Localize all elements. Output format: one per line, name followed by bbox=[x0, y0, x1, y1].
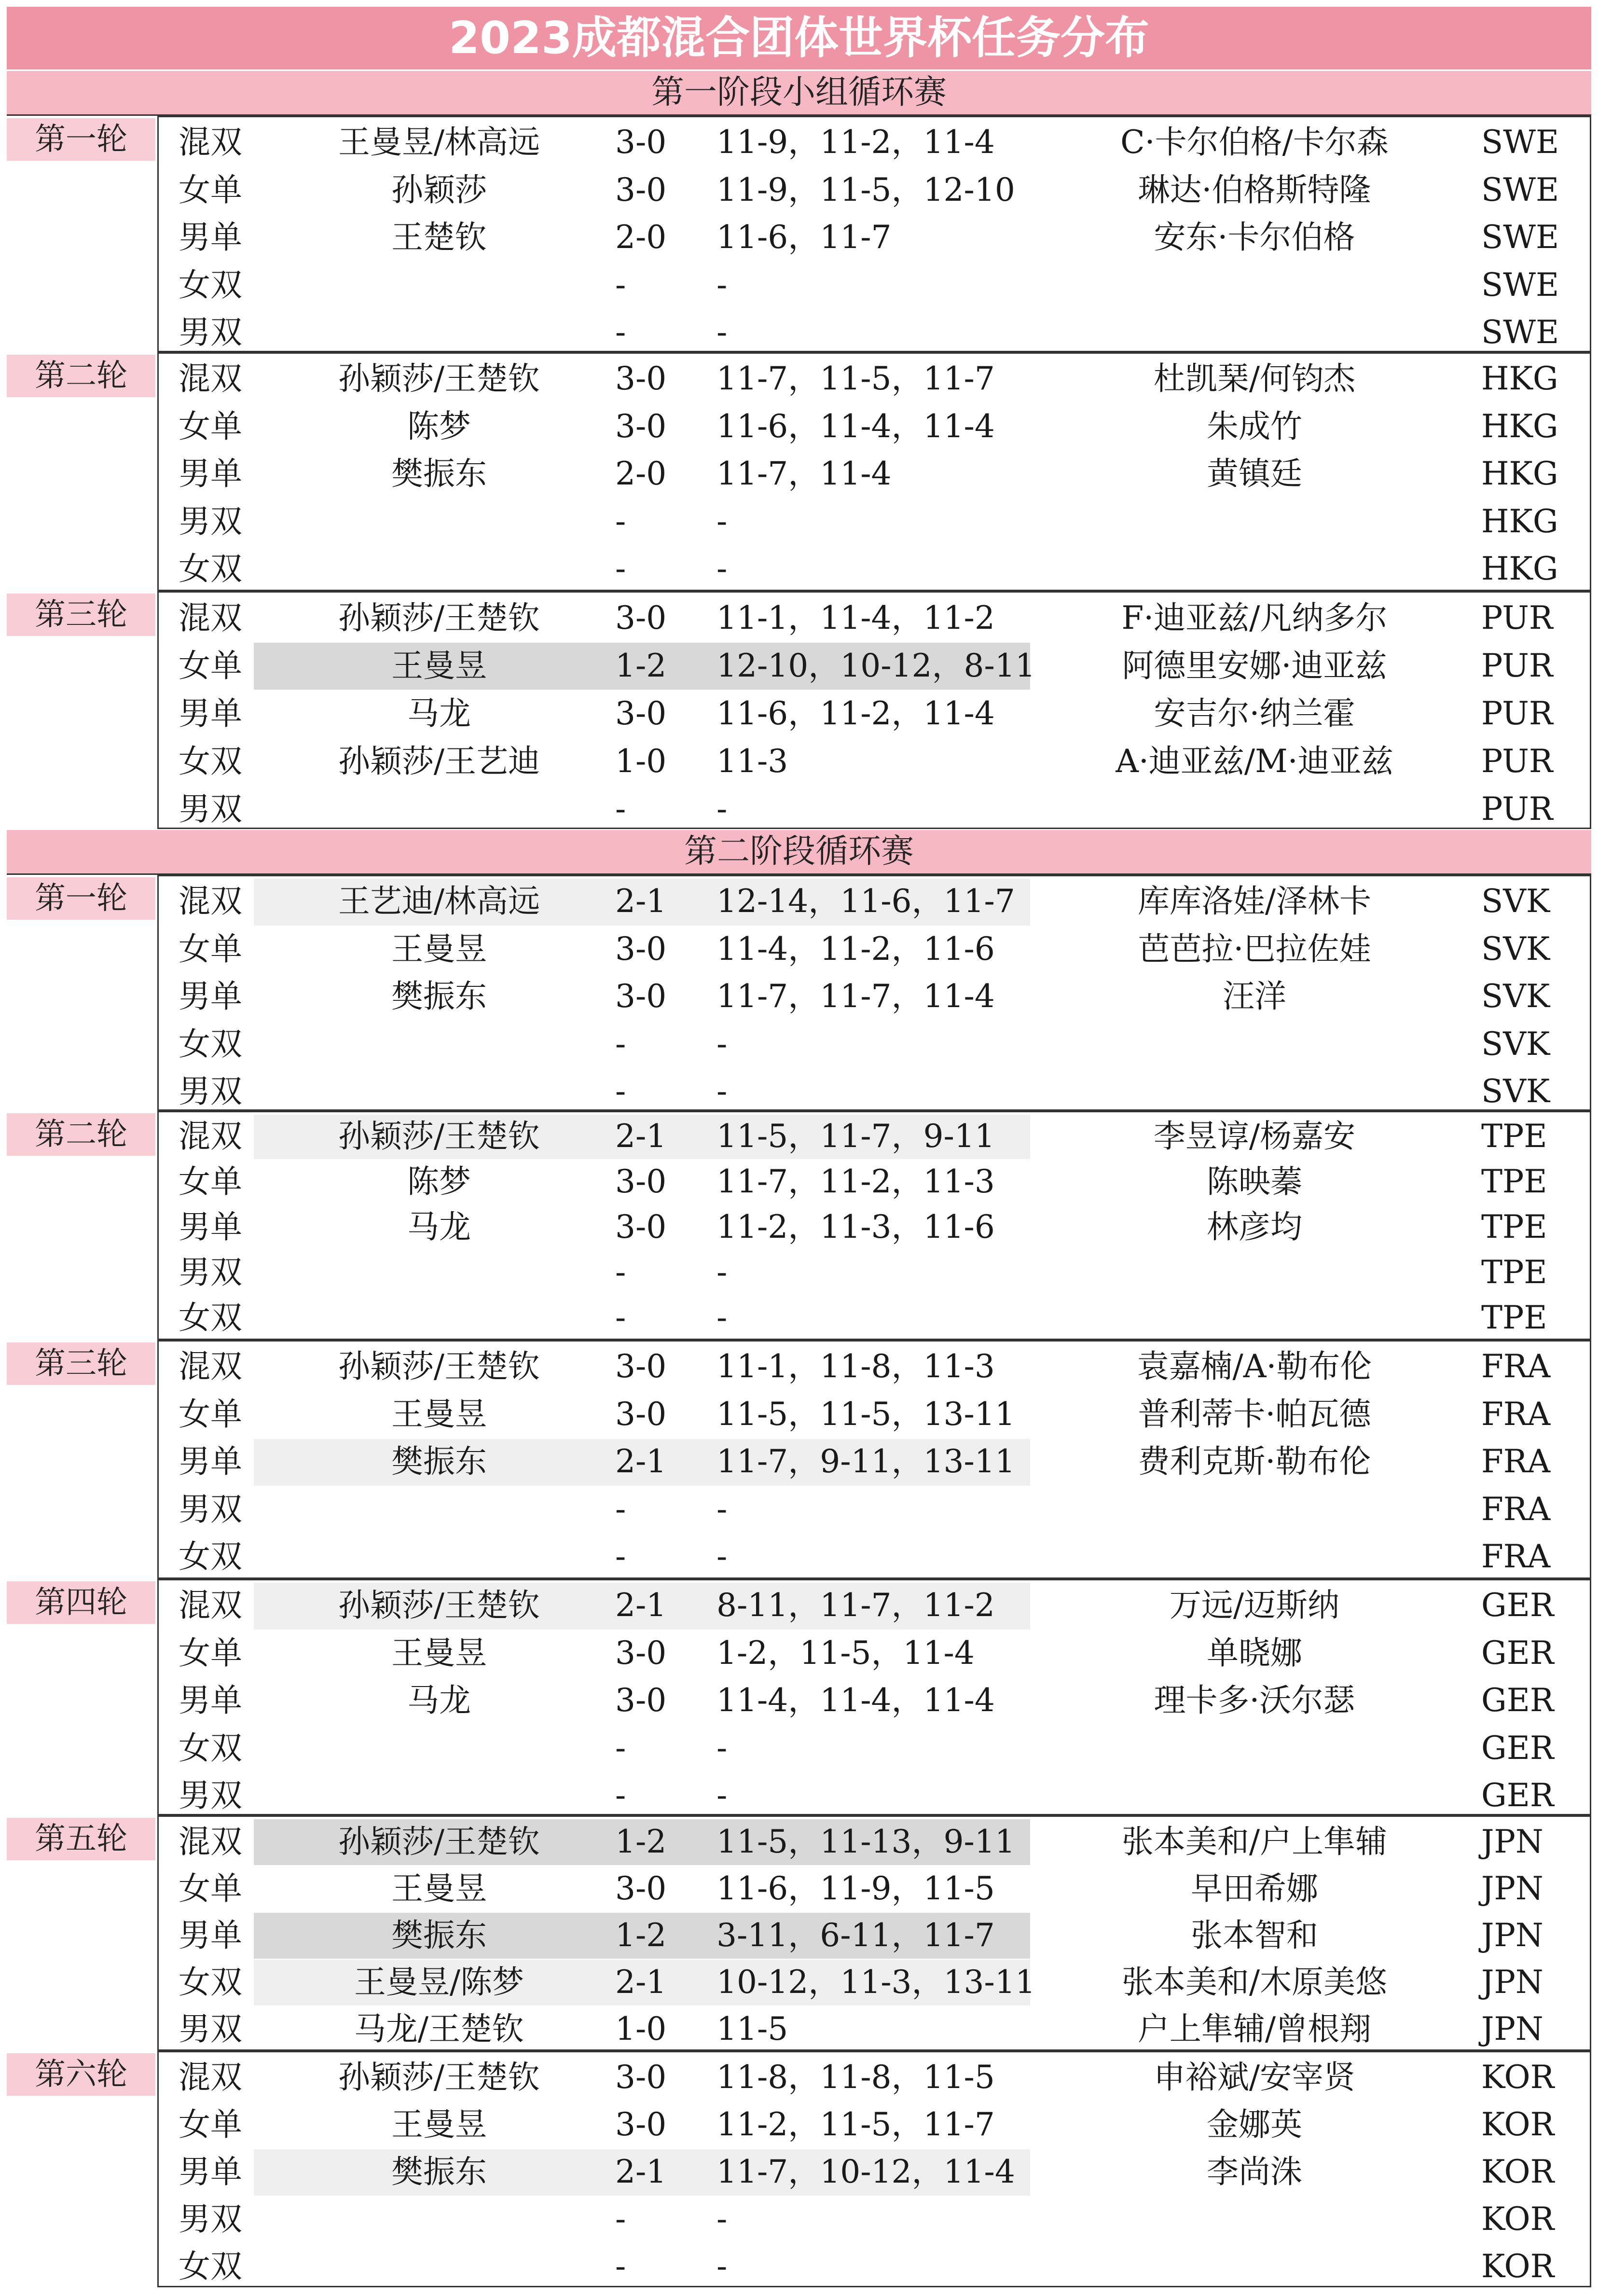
event-cell: 混双 bbox=[179, 1587, 242, 1624]
score-cell: 1-0 bbox=[615, 743, 667, 780]
games-cell: - bbox=[716, 790, 728, 828]
opponent-cell: 张本智和 bbox=[1191, 1917, 1318, 1954]
opponent-cell: 杜凯琹/何钧杰 bbox=[1153, 360, 1356, 397]
player-cell bbox=[256, 1772, 622, 1820]
score-cell: - bbox=[615, 2200, 626, 2238]
games-cell: 11-7，11-2，11-3 bbox=[716, 1163, 995, 1200]
opponent-cell bbox=[1057, 1068, 1452, 1116]
opponent-cell bbox=[1057, 2196, 1452, 2243]
player-cell: 王艺迪/林高远 bbox=[338, 883, 540, 920]
event-cell: 男双 bbox=[179, 1490, 242, 1528]
opponent-cell: 安吉尔·纳兰霍 bbox=[1154, 695, 1355, 732]
country-code-cell: HKG bbox=[1481, 455, 1558, 492]
opponent-cell: 费利克斯·勒布伦 bbox=[1138, 1443, 1371, 1480]
opponent-cell: 安东·卡尔伯格 bbox=[1154, 219, 1355, 256]
country-code-cell: HKG bbox=[1481, 550, 1558, 587]
score-cell: 3-0 bbox=[615, 2059, 667, 2096]
player-cell: 王曼昱 bbox=[391, 647, 487, 684]
player-cell bbox=[256, 2243, 622, 2290]
player-cell: 孙颖莎/王楚钦 bbox=[338, 1118, 540, 1155]
score-cell: - bbox=[615, 1025, 626, 1063]
round-label: 第二轮 bbox=[7, 1113, 155, 1156]
event-cell: 男单 bbox=[179, 1208, 242, 1245]
score-cell: - bbox=[615, 314, 626, 351]
country-code-cell: SVK bbox=[1481, 978, 1550, 1015]
player-cell: 王曼昱 bbox=[391, 1395, 487, 1433]
country-code-cell: TPE bbox=[1481, 1299, 1547, 1336]
country-code-cell: FRA bbox=[1481, 1395, 1551, 1433]
opponent-cell bbox=[1057, 1486, 1452, 1534]
round-label: 第一轮 bbox=[7, 877, 155, 920]
games-cell: 12-14，11-6，11-7 bbox=[716, 883, 1015, 920]
event-cell: 男双 bbox=[179, 2010, 242, 2047]
round-label: 第一轮 bbox=[7, 118, 155, 161]
player-cell: 王曼昱/林高远 bbox=[338, 124, 540, 161]
round-divider bbox=[157, 1111, 1591, 1112]
games-cell: 11-2，11-3，11-6 bbox=[716, 1208, 995, 1245]
player-cell: 王曼昱 bbox=[391, 1870, 487, 1907]
event-cell: 混双 bbox=[179, 1348, 242, 1385]
player-cell: 樊振东 bbox=[391, 455, 487, 492]
country-code-cell: SVK bbox=[1481, 1025, 1550, 1063]
player-cell bbox=[256, 545, 622, 593]
games-cell: - bbox=[716, 502, 728, 540]
score-cell: - bbox=[615, 266, 626, 304]
score-cell: 3-0 bbox=[615, 978, 667, 1015]
event-cell: 女单 bbox=[179, 930, 242, 968]
games-cell: - bbox=[716, 1025, 728, 1063]
games-cell: 11-5 bbox=[716, 2010, 788, 2047]
stage-header: 第二阶段循环赛 bbox=[7, 830, 1591, 873]
country-code-cell: SWE bbox=[1481, 219, 1559, 256]
round-divider bbox=[157, 1579, 1591, 1580]
event-cell: 女单 bbox=[179, 647, 242, 684]
games-cell: - bbox=[716, 1073, 728, 1110]
country-code-cell: PUR bbox=[1481, 599, 1553, 636]
games-cell: 10-12，11-3，13-11 bbox=[716, 1964, 1035, 2001]
round-label: 第二轮 bbox=[7, 355, 155, 397]
country-code-cell: JPN bbox=[1481, 1964, 1543, 2001]
player-cell: 孙颖莎/王楚钦 bbox=[338, 1823, 540, 1860]
event-cell: 女单 bbox=[179, 171, 242, 208]
opponent-cell: 阿德里安娜·迪亚兹 bbox=[1122, 647, 1387, 684]
score-cell: - bbox=[615, 1538, 626, 1575]
opponent-cell bbox=[1057, 1295, 1452, 1341]
country-code-cell: KOR bbox=[1481, 2106, 1555, 2143]
page-title: 2023成都混合团体世界杯任务分布 bbox=[7, 7, 1591, 69]
event-cell: 男双 bbox=[179, 502, 242, 540]
score-cell: - bbox=[615, 1729, 626, 1767]
score-cell: 1-2 bbox=[615, 1917, 667, 1954]
event-cell: 男单 bbox=[179, 978, 242, 1015]
games-cell: 11-5，11-5，13-11 bbox=[716, 1395, 1015, 1433]
score-cell: - bbox=[615, 502, 626, 540]
opponent-cell: 陈映蓁 bbox=[1207, 1163, 1302, 1200]
country-code-cell: GER bbox=[1481, 1729, 1554, 1767]
event-cell: 男单 bbox=[179, 1443, 242, 1480]
event-cell: 男双 bbox=[179, 1073, 242, 1110]
player-cell: 孙颖莎/王楚钦 bbox=[338, 2059, 540, 2096]
score-cell: 2-1 bbox=[615, 1587, 667, 1624]
score-cell: 2-1 bbox=[615, 1118, 667, 1155]
round-label: 第四轮 bbox=[7, 1581, 155, 1624]
games-cell: - bbox=[716, 550, 728, 587]
round-divider bbox=[157, 2051, 1591, 2052]
event-cell: 混双 bbox=[179, 2059, 242, 2096]
country-code-cell: SWE bbox=[1481, 266, 1559, 304]
event-cell: 女单 bbox=[179, 1634, 242, 1672]
event-cell: 女双 bbox=[179, 1964, 242, 2001]
games-cell: 11-7，11-7，11-4 bbox=[716, 978, 995, 1015]
country-code-cell: JPN bbox=[1481, 1917, 1543, 1954]
country-code-cell: TPE bbox=[1481, 1118, 1547, 1155]
round-label: 第三轮 bbox=[7, 594, 155, 636]
country-code-cell: GER bbox=[1481, 1682, 1554, 1719]
player-cell bbox=[256, 309, 622, 357]
player-cell bbox=[256, 498, 622, 546]
score-cell: - bbox=[615, 2248, 626, 2285]
round-label: 第六轮 bbox=[7, 2053, 155, 2096]
score-cell: - bbox=[615, 1073, 626, 1110]
country-code-cell: HKG bbox=[1481, 407, 1558, 445]
score-cell: 3-0 bbox=[615, 1682, 667, 1719]
games-cell: - bbox=[716, 1777, 728, 1814]
country-code-cell: HKG bbox=[1481, 360, 1558, 397]
player-cell: 王曼昱 bbox=[391, 930, 487, 968]
country-code-cell: HKG bbox=[1481, 502, 1558, 540]
country-code-cell: PUR bbox=[1481, 647, 1553, 684]
player-cell bbox=[256, 1486, 622, 1534]
player-cell: 孙颖莎 bbox=[391, 171, 487, 208]
opponent-cell: 单晓娜 bbox=[1207, 1634, 1302, 1672]
player-cell: 孙颖莎/王楚钦 bbox=[338, 360, 540, 397]
games-cell: 11-8，11-8，11-5 bbox=[716, 2059, 995, 2096]
country-code-cell: TPE bbox=[1481, 1163, 1547, 1200]
opponent-cell: 张本美和/户上隼辅 bbox=[1121, 1823, 1388, 1860]
country-code-cell: JPN bbox=[1481, 1870, 1543, 1907]
event-cell: 女双 bbox=[179, 1299, 242, 1336]
player-cell: 樊振东 bbox=[391, 1917, 487, 1954]
games-cell: 11-9，11-2，11-4 bbox=[716, 124, 995, 161]
score-cell: 3-0 bbox=[615, 695, 667, 732]
games-cell: 11-6，11-2，11-4 bbox=[716, 695, 995, 732]
round-divider bbox=[157, 352, 1591, 354]
event-cell: 混双 bbox=[179, 124, 242, 161]
event-cell: 男单 bbox=[179, 219, 242, 256]
country-code-cell: SVK bbox=[1481, 883, 1550, 920]
opponent-cell: 琳达·伯格斯特隆 bbox=[1138, 171, 1371, 208]
player-cell: 马龙/王楚钦 bbox=[354, 2010, 524, 2047]
player-cell: 樊振东 bbox=[391, 978, 487, 1015]
score-cell: - bbox=[615, 1254, 626, 1291]
opponent-cell bbox=[1057, 785, 1452, 833]
score-cell: 2-1 bbox=[615, 1964, 667, 2001]
event-cell: 混双 bbox=[179, 1823, 242, 1860]
opponent-cell: 早田希娜 bbox=[1191, 1870, 1318, 1907]
games-cell: - bbox=[716, 314, 728, 351]
games-cell: 11-6，11-4，11-4 bbox=[716, 407, 995, 445]
round-divider bbox=[157, 1815, 1591, 1817]
games-cell: 11-6，11-9，11-5 bbox=[716, 1870, 995, 1907]
event-cell: 男单 bbox=[179, 1917, 242, 1954]
games-cell: 11-5，11-7，9-11 bbox=[716, 1118, 995, 1155]
score-cell: - bbox=[615, 550, 626, 587]
games-cell: 8-11，11-7，11-2 bbox=[716, 1587, 995, 1624]
games-cell: 11-4，11-2，11-6 bbox=[716, 930, 995, 968]
event-cell: 女单 bbox=[179, 407, 242, 445]
player-cell bbox=[256, 785, 622, 833]
games-cell: 12-10，10-12，8-11 bbox=[716, 647, 1035, 684]
round-divider bbox=[157, 1340, 1591, 1342]
opponent-cell: F·迪亚兹/凡纳多尔 bbox=[1121, 599, 1388, 636]
score-cell: - bbox=[615, 1299, 626, 1336]
score-cell: 3-0 bbox=[615, 407, 667, 445]
games-cell: 11-7，10-12，11-4 bbox=[716, 2153, 1015, 2190]
event-cell: 男双 bbox=[179, 1254, 242, 1291]
games-cell: 3-11，6-11，11-7 bbox=[716, 1917, 995, 1954]
opponent-cell bbox=[1057, 1725, 1452, 1772]
event-cell: 女双 bbox=[179, 1538, 242, 1575]
event-cell: 女双 bbox=[179, 266, 242, 304]
opponent-cell bbox=[1057, 262, 1452, 309]
player-cell: 陈梦 bbox=[407, 1163, 471, 1200]
player-cell: 孙颖莎/王楚钦 bbox=[338, 1348, 540, 1385]
score-cell: 3-0 bbox=[615, 171, 667, 208]
event-cell: 女双 bbox=[179, 1729, 242, 1767]
opponent-cell bbox=[1057, 1533, 1452, 1581]
opponent-cell: 理卡多·沃尔瑟 bbox=[1154, 1682, 1355, 1719]
event-cell: 男双 bbox=[179, 314, 242, 351]
games-cell: 11-4，11-4，11-4 bbox=[716, 1682, 995, 1719]
score-cell: 3-0 bbox=[615, 1870, 667, 1907]
player-cell: 马龙 bbox=[407, 1682, 471, 1719]
event-cell: 男双 bbox=[179, 790, 242, 828]
opponent-cell: 袁嘉楠/A·勒布伦 bbox=[1137, 1348, 1372, 1385]
player-cell: 王曼昱 bbox=[391, 1634, 487, 1672]
opponent-cell: A·迪亚兹/M·迪亚兹 bbox=[1116, 743, 1393, 780]
opponent-cell bbox=[1057, 2243, 1452, 2290]
games-cell: 11-6，11-7 bbox=[716, 219, 892, 256]
event-cell: 男单 bbox=[179, 1682, 242, 1719]
games-cell: 1-2，11-5，11-4 bbox=[716, 1634, 975, 1672]
opponent-cell: 户上隼辅/曾根翔 bbox=[1137, 2010, 1372, 2047]
round-label: 第五轮 bbox=[7, 1818, 155, 1860]
opponent-cell bbox=[1057, 1021, 1452, 1068]
player-cell: 孙颖莎/王楚钦 bbox=[338, 1587, 540, 1624]
player-cell bbox=[256, 1725, 622, 1772]
country-code-cell: FRA bbox=[1481, 1490, 1551, 1528]
opponent-cell bbox=[1057, 1772, 1452, 1820]
score-cell: - bbox=[615, 790, 626, 828]
opponent-cell: 黄镇廷 bbox=[1207, 455, 1302, 492]
round-label: 第三轮 bbox=[7, 1342, 155, 1385]
country-code-cell: SVK bbox=[1481, 1073, 1550, 1110]
opponent-cell bbox=[1057, 498, 1452, 546]
player-cell: 王楚钦 bbox=[391, 219, 487, 256]
player-cell: 孙颖莎/王艺迪 bbox=[338, 743, 540, 780]
score-cell: 1-2 bbox=[615, 647, 667, 684]
opponent-cell: 林彦均 bbox=[1207, 1208, 1302, 1245]
country-code-cell: SWE bbox=[1481, 314, 1559, 351]
opponent-cell: 李尚洙 bbox=[1207, 2153, 1302, 2190]
score-cell: 3-0 bbox=[615, 2106, 667, 2143]
opponent-cell: 张本美和/木原美悠 bbox=[1121, 1964, 1388, 2001]
opponent-cell: 申裕斌/安宰贤 bbox=[1153, 2059, 1356, 2096]
opponent-cell: 芭芭拉·巴拉佐娃 bbox=[1138, 930, 1371, 968]
games-cell: - bbox=[716, 2248, 728, 2285]
event-cell: 女单 bbox=[179, 1395, 242, 1433]
country-code-cell: PUR bbox=[1481, 743, 1553, 780]
player-cell bbox=[256, 1021, 622, 1068]
country-code-cell: TPE bbox=[1481, 1208, 1547, 1245]
opponent-cell: 库库洛娃/泽林卡 bbox=[1137, 883, 1372, 920]
score-cell: 3-0 bbox=[615, 1348, 667, 1385]
player-cell: 樊振东 bbox=[391, 2153, 487, 2190]
round-divider bbox=[157, 591, 1591, 593]
score-cell: 3-0 bbox=[615, 1395, 667, 1433]
score-cell: 3-0 bbox=[615, 1163, 667, 1200]
country-code-cell: KOR bbox=[1481, 2059, 1555, 2096]
opponent-cell: 普利蒂卡·帕瓦德 bbox=[1138, 1395, 1371, 1433]
player-cell: 王曼昱 bbox=[391, 2106, 487, 2143]
event-cell: 女双 bbox=[179, 550, 242, 587]
score-cell: 2-1 bbox=[615, 2153, 667, 2190]
country-code-cell: JPN bbox=[1481, 2010, 1543, 2047]
event-cell: 女单 bbox=[179, 1163, 242, 1200]
player-cell: 樊振东 bbox=[391, 1443, 487, 1480]
event-cell: 混双 bbox=[179, 883, 242, 920]
event-cell: 女单 bbox=[179, 2106, 242, 2143]
country-code-cell: PUR bbox=[1481, 695, 1553, 732]
country-code-cell: SWE bbox=[1481, 171, 1559, 208]
games-cell: - bbox=[716, 1254, 728, 1291]
games-cell: 11-7，11-5，11-7 bbox=[716, 360, 995, 397]
games-cell: 11-5，11-13，9-11 bbox=[716, 1823, 1015, 1860]
country-code-cell: PUR bbox=[1481, 790, 1553, 828]
country-code-cell: SWE bbox=[1481, 124, 1559, 161]
event-cell: 女单 bbox=[179, 1870, 242, 1907]
score-cell: 2-0 bbox=[615, 455, 667, 492]
event-cell: 男双 bbox=[179, 1777, 242, 1814]
country-code-cell: FRA bbox=[1481, 1348, 1551, 1385]
country-code-cell: KOR bbox=[1481, 2248, 1555, 2285]
score-cell: 3-0 bbox=[615, 1634, 667, 1672]
player-cell bbox=[256, 1068, 622, 1116]
event-cell: 男单 bbox=[179, 695, 242, 732]
country-code-cell: FRA bbox=[1481, 1443, 1551, 1480]
event-cell: 男双 bbox=[179, 2200, 242, 2238]
score-cell: - bbox=[615, 1777, 626, 1814]
event-cell: 男单 bbox=[179, 2153, 242, 2190]
score-cell: 1-0 bbox=[615, 2010, 667, 2047]
games-cell: 11-2，11-5，11-7 bbox=[716, 2106, 995, 2143]
score-cell: 3-0 bbox=[615, 360, 667, 397]
country-code-cell: GER bbox=[1481, 1634, 1554, 1672]
player-cell bbox=[256, 2196, 622, 2243]
score-cell: 2-1 bbox=[615, 883, 667, 920]
games-cell: 11-7，9-11，13-11 bbox=[716, 1443, 1015, 1480]
event-cell: 混双 bbox=[179, 360, 242, 397]
event-cell: 女双 bbox=[179, 743, 242, 780]
player-cell: 马龙 bbox=[407, 1208, 471, 1245]
country-code-cell: SVK bbox=[1481, 930, 1550, 968]
opponent-cell: 朱成竹 bbox=[1207, 407, 1302, 445]
games-cell: - bbox=[716, 1538, 728, 1575]
country-code-cell: TPE bbox=[1481, 1254, 1547, 1291]
event-cell: 混双 bbox=[179, 599, 242, 636]
country-code-cell: JPN bbox=[1481, 1823, 1543, 1860]
opponent-cell: C·卡尔伯格/卡尔森 bbox=[1120, 124, 1389, 161]
country-code-cell: KOR bbox=[1481, 2200, 1555, 2238]
country-code-cell: GER bbox=[1481, 1777, 1554, 1814]
player-cell: 孙颖莎/王楚钦 bbox=[338, 599, 540, 636]
games-cell: 11-9，11-5，12-10 bbox=[716, 171, 1015, 208]
score-cell: 3-0 bbox=[615, 930, 667, 968]
opponent-cell: 李昱谆/杨嘉安 bbox=[1153, 1118, 1356, 1155]
games-cell: - bbox=[716, 1729, 728, 1767]
opponent-cell bbox=[1057, 309, 1452, 357]
event-cell: 女双 bbox=[179, 1025, 242, 1063]
score-cell: 3-0 bbox=[615, 599, 667, 636]
games-cell: - bbox=[716, 1299, 728, 1336]
player-cell: 王曼昱/陈梦 bbox=[354, 1964, 524, 2001]
score-cell: 3-0 bbox=[615, 124, 667, 161]
stage-header: 第一阶段小组循环赛 bbox=[7, 71, 1591, 114]
opponent-cell: 金娜英 bbox=[1207, 2106, 1302, 2143]
score-cell: - bbox=[615, 1490, 626, 1528]
opponent-cell bbox=[1057, 545, 1452, 593]
games-cell: 11-7，11-4 bbox=[716, 455, 892, 492]
country-code-cell: GER bbox=[1481, 1587, 1554, 1624]
event-cell: 男单 bbox=[179, 455, 242, 492]
country-code-cell: KOR bbox=[1481, 2153, 1555, 2190]
event-cell: 女双 bbox=[179, 2248, 242, 2285]
player-cell bbox=[256, 1533, 622, 1581]
games-cell: - bbox=[716, 1490, 728, 1528]
player-cell bbox=[256, 1250, 622, 1295]
player-cell: 陈梦 bbox=[407, 407, 471, 445]
country-code-cell: FRA bbox=[1481, 1538, 1551, 1575]
games-cell: 11-1，11-8，11-3 bbox=[716, 1348, 995, 1385]
score-cell: 3-0 bbox=[615, 1208, 667, 1245]
score-cell: 2-0 bbox=[615, 219, 667, 256]
opponent-cell: 万远/迈斯纳 bbox=[1169, 1587, 1340, 1624]
opponent-cell: 汪洋 bbox=[1223, 978, 1286, 1015]
games-cell: 11-3 bbox=[716, 743, 788, 780]
score-cell: 2-1 bbox=[615, 1443, 667, 1480]
player-cell: 马龙 bbox=[407, 695, 471, 732]
games-cell: 11-1，11-4，11-2 bbox=[716, 599, 995, 636]
games-cell: - bbox=[716, 266, 728, 304]
player-cell bbox=[256, 1295, 622, 1341]
player-cell bbox=[256, 262, 622, 309]
score-cell: 1-2 bbox=[615, 1823, 667, 1860]
opponent-cell bbox=[1057, 1250, 1452, 1295]
event-cell: 混双 bbox=[179, 1118, 242, 1155]
games-cell: - bbox=[716, 2200, 728, 2238]
